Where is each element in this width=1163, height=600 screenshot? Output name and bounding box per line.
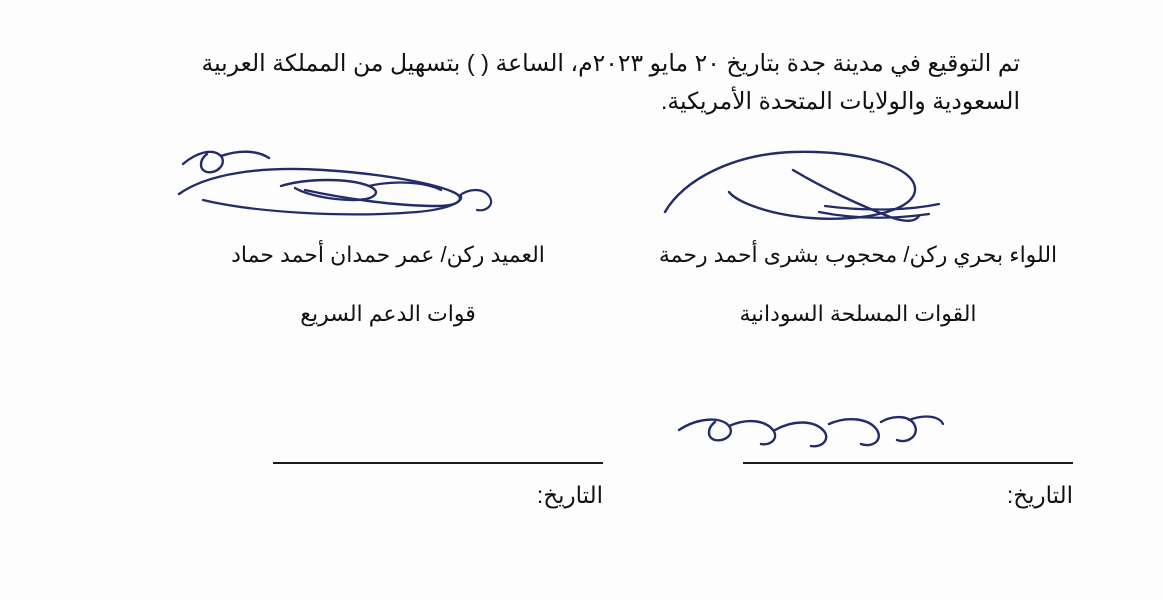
signatory-org-left: قوات الدعم السريع [300, 300, 476, 326]
date-signature-ink-right [643, 400, 1073, 462]
intro-paragraph: تم التوقيع في مدينة جدة بتاريخ ٢٠ مايو ٢٠٢٣م، الساعة ( ) بتسهيل من المملكة العربية السعودية والولايات المتحدة الأمريكية. [201, 50, 1020, 115]
date-label-left: التاريخ: [536, 482, 603, 508]
signature-ink-right [643, 140, 1073, 236]
signatory-name-right: اللواء بحري ركن/ محجوب بشرى أحمد رحمة [658, 242, 1058, 267]
date-signature-ink-left [173, 400, 603, 462]
signature-ink-left [173, 140, 603, 236]
date-block-left [173, 400, 603, 509]
signatory-name-left: العميد ركن/ عمر حمدان أحمد حماد [231, 242, 545, 267]
date-rule-right [743, 462, 1073, 464]
signature-block-left [173, 140, 603, 330]
signature-block-right [643, 140, 1073, 330]
signatory-org-right: القوات المسلحة السودانية [739, 300, 977, 326]
date-label-right: التاريخ: [1006, 482, 1073, 508]
date-block-right [643, 400, 1073, 509]
date-rule-left [273, 462, 603, 464]
